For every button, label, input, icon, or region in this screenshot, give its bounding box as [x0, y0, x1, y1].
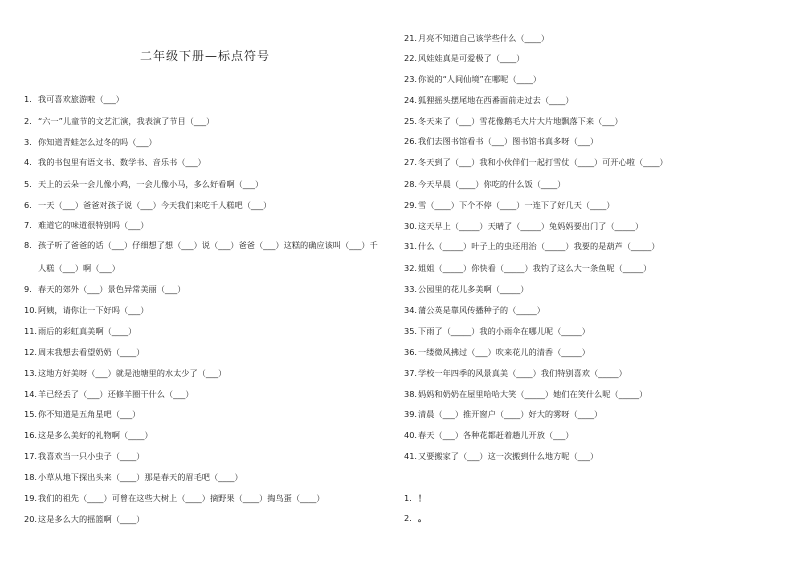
question-number: 25.: [404, 116, 418, 126]
question-number: 31.: [404, 241, 418, 251]
question-item: [404, 450, 598, 462]
question-text: 冬天到了（___）我和小伙伴们一起打雪仗（____）可开心啦（____）: [418, 157, 668, 167]
question-number: 2.: [24, 116, 32, 126]
question-text: 你知道青蛙怎么过冬的吗（___）: [38, 137, 157, 147]
answer-number: 2.: [404, 513, 412, 523]
question-number: 30.: [404, 221, 418, 231]
question-item: [404, 408, 602, 420]
question-number: 6.: [24, 200, 32, 210]
question-text: 天上的云朵一会儿像小鸡，一会儿像小马，多么好看啊（___）: [38, 179, 264, 189]
question-item: [404, 283, 529, 295]
question-number: 17.: [24, 451, 38, 461]
question-number: 33.: [404, 284, 418, 294]
question-item: [404, 304, 545, 316]
question-text: 你说的“人间仙境”在哪呢（____）: [418, 74, 542, 84]
question-item: [24, 492, 325, 504]
question-number: 40.: [404, 430, 418, 440]
question-item: [24, 136, 157, 148]
question-number: 7.: [24, 220, 32, 230]
question-text: 今天早晨（____）你吃的什么饭（____）: [418, 179, 566, 189]
question-number: 12.: [24, 347, 38, 357]
question-item: [24, 262, 120, 274]
question-text: 阿姨，请你让一下好吗（___）: [38, 305, 149, 315]
question-item: [24, 156, 206, 168]
question-text: 难道它的味道很特别吗（___）: [38, 220, 149, 230]
question-text: “六一”儿童节的文艺汇演，我表演了节目（___）: [38, 116, 215, 126]
question-text: 狐狸摇头摆尾地在西番面前走过去（____）: [418, 95, 574, 105]
question-number: 26.: [404, 136, 418, 146]
question-item: [24, 219, 149, 231]
question-number: 14.: [24, 389, 38, 399]
question-number: 5.: [24, 179, 32, 189]
question-text: 又要搬家了（___）这一次搬到什么地方呢（___）: [418, 451, 599, 461]
question-item: [404, 178, 565, 190]
question-item: [404, 52, 524, 64]
question-item: [404, 240, 660, 252]
question-item: [404, 156, 668, 168]
question-item: [404, 262, 651, 274]
question-number: 4.: [24, 157, 32, 167]
question-text: 公园里的花儿多美啊（_____）: [418, 284, 529, 294]
question-item: [24, 429, 153, 441]
question-number: 1.: [24, 94, 32, 104]
question-text: 羊已经丢了（___）还修羊圈干什么（___）: [38, 389, 194, 399]
question-item: [404, 32, 549, 44]
question-text: 春天的郊外（___）景色异常美丽（___）: [38, 284, 186, 294]
question-item: [404, 367, 627, 379]
question-text: 这天早上（_____）天晴了（_____）兔妈妈要出门了（_____）: [418, 221, 644, 231]
question-number: 16.: [24, 430, 38, 440]
question-number: 8.: [24, 240, 32, 250]
question-item: [404, 346, 590, 358]
question-item: [24, 115, 214, 127]
question-number: 15.: [24, 409, 38, 419]
question-number: 10.: [24, 305, 38, 315]
question-number: 32.: [404, 263, 418, 273]
question-item: [404, 388, 647, 400]
answer-text: 。: [418, 513, 427, 523]
question-number: 24.: [404, 95, 418, 105]
question-number: 38.: [404, 389, 418, 399]
question-item: [24, 239, 378, 251]
question-text: 你不知道是五角星吧（___）: [38, 409, 141, 419]
question-item: [404, 115, 623, 127]
question-text: 我的书包里有语文书、数学书、音乐书（___）: [38, 157, 206, 167]
question-text: 雨后的彩虹真美啊（____）: [38, 326, 137, 336]
question-text: 这地方好美呀（___）就是池塘里的水太少了（___）: [38, 368, 227, 378]
question-text: 周末我想去看望奶奶（____）: [38, 347, 145, 357]
question-number: 21.: [404, 33, 418, 43]
question-number: 27.: [404, 157, 418, 167]
question-number: 22.: [404, 53, 418, 63]
question-text: 一缕微风拂过（___）吹来花儿的清香（_____）: [418, 347, 590, 357]
question-item: [24, 388, 194, 400]
question-text: 我可喜欢旅游啦（___）: [38, 94, 124, 104]
question-number: 36.: [404, 347, 418, 357]
question-number: 34.: [404, 305, 418, 315]
answer-item: [404, 492, 426, 504]
question-text: 蒲公英是靠风传播种子的（_____）: [418, 305, 545, 315]
question-text: 我们去图书馆看书（___）图书馆书真多呀（___）: [418, 136, 599, 146]
question-item: [404, 73, 541, 85]
question-text: 春天（___）各种花都赶着趟儿开放（___）: [418, 430, 574, 440]
question-text: 什么（_____）叶子上的虫还用治（_____）我要的是葫芦（_____）: [418, 241, 660, 251]
question-text: 下雨了（_____）我的小雨伞在哪儿呢（_____）: [418, 326, 590, 336]
question-number: 37.: [404, 368, 418, 378]
question-number: 19.: [24, 493, 38, 503]
question-item: [24, 513, 144, 525]
question-number: 18.: [24, 472, 38, 482]
question-number: 11.: [24, 326, 38, 336]
question-number: 3.: [24, 137, 32, 147]
question-text: 学校一年四季的风景真美（____）我们特别喜欢（_____）: [418, 368, 627, 378]
question-text: 妈妈和奶奶在屋里哈哈大笑（_____）她们在笑什么呢（_____）: [418, 389, 648, 399]
question-item: [24, 178, 263, 190]
question-number: 41.: [404, 451, 418, 461]
question-text: 姐姐（_____）你快看（_____）我钓了这么大一条鱼呢（_____）: [418, 263, 652, 273]
question-item: [24, 408, 140, 420]
question-item: [24, 367, 226, 379]
question-text: 清晨（___）推开窗户（____）好大的雾呀（____）: [418, 409, 603, 419]
question-text: 这是多么美好的礼物啊（____）: [38, 430, 153, 440]
question-item: [24, 283, 185, 295]
question-text: 这是多么大的摇篮啊（____）: [38, 514, 145, 524]
question-number: 28.: [404, 179, 418, 189]
question-item: [404, 429, 574, 441]
question-item: [24, 93, 124, 105]
question-text: 一天（___）爸爸对孩子说（___）今天我们来吃千人糕吧（___）: [38, 200, 272, 210]
question-item: [24, 471, 243, 483]
question-text: 人糕（___）啊（___）: [38, 263, 120, 273]
question-number: 39.: [404, 409, 418, 419]
question-item: [404, 94, 574, 106]
question-text: 雪（____）下个不停（____）一连下了好几天（____）: [418, 200, 615, 210]
question-item: [24, 450, 144, 462]
question-item: [404, 325, 590, 337]
question-item: [404, 220, 643, 232]
question-item: [24, 199, 271, 211]
question-number: 29.: [404, 200, 418, 210]
page-title: 二年级下册—标点符号: [140, 49, 271, 63]
question-item: [404, 199, 615, 211]
answer-number: 1.: [404, 493, 412, 503]
question-number: 23.: [404, 74, 418, 84]
question-text: 月亮不知道自己该学些什么（____）: [418, 33, 550, 43]
question-number: 13.: [24, 368, 38, 378]
question-number: 20.: [24, 514, 38, 524]
question-item: [24, 325, 136, 337]
question-text: 冬天来了（___）雪花像鹅毛大片大片地飘落下来（___）: [418, 116, 623, 126]
question-text: 我喜欢当一只小虫子（____）: [38, 451, 145, 461]
question-number: 9.: [24, 284, 32, 294]
question-item: [404, 135, 598, 147]
question-number: 35.: [404, 326, 418, 336]
question-text: 孩子听了爸爸的话（___）仔细想了想（___）说（___）爸爸（___）这糕的确应该叫（___）千: [38, 240, 378, 250]
question-text: 小草从地下探出头来（____）那是春天的眉毛吧（____）: [38, 472, 243, 482]
question-item: [24, 346, 144, 358]
question-item: [24, 304, 149, 316]
question-text: 我们的祖先（____）可曾在这些大树上（____）摘野果（____）掏鸟蛋（____）: [38, 493, 325, 503]
answer-text: ！: [418, 493, 427, 503]
answer-item: [404, 512, 426, 524]
question-text: 风娃娃真是可爱极了（____）: [418, 53, 525, 63]
